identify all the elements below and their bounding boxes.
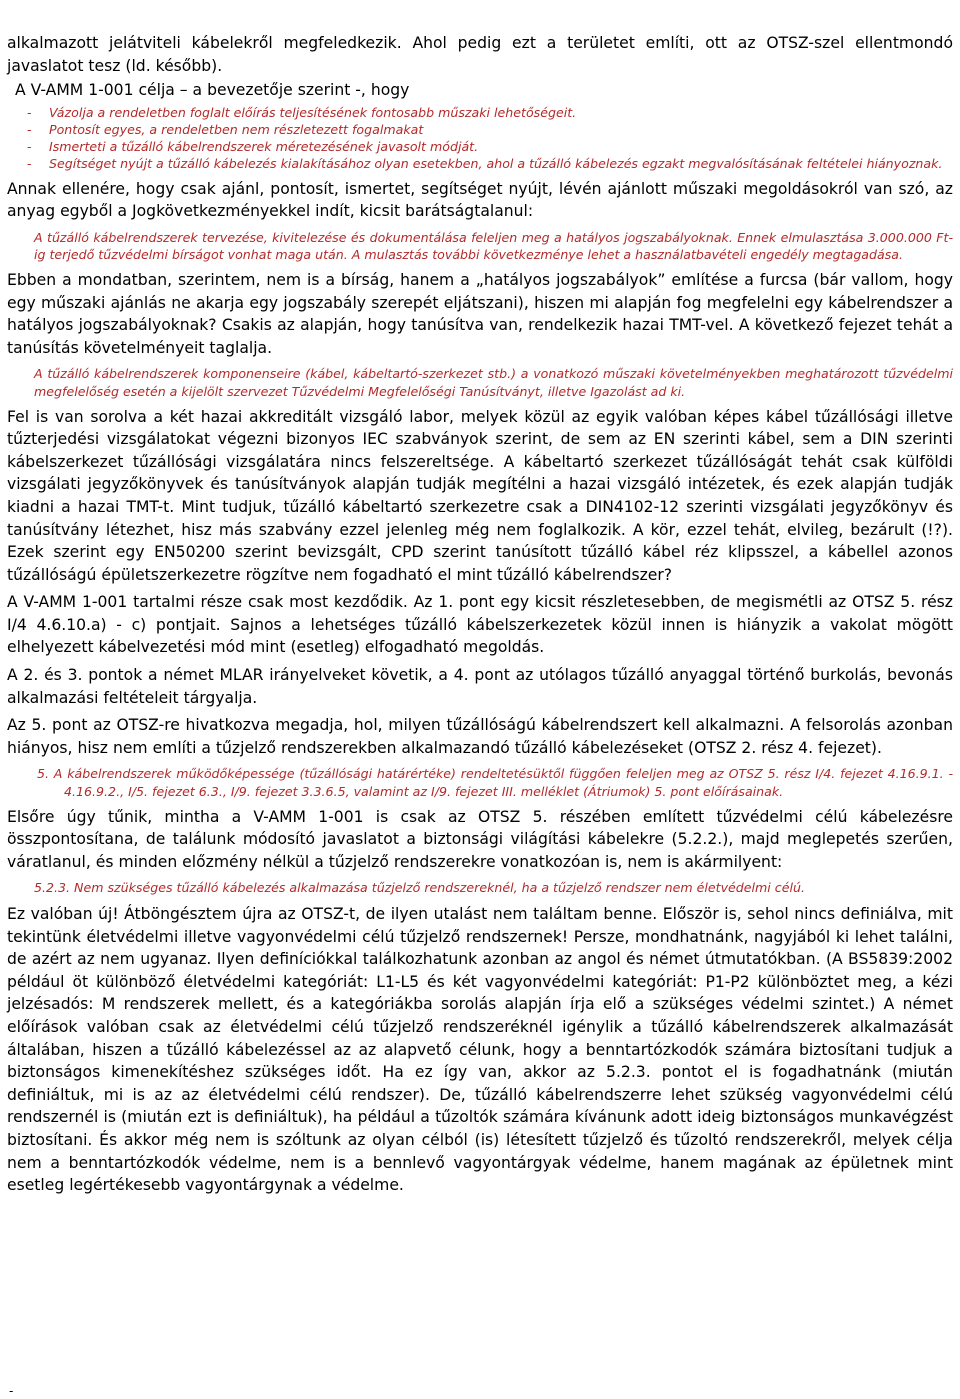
list-item: - Ismerteti a tűzálló kábelrendszerek méretezésének javasolt módját. [27, 139, 479, 155]
paragraph: Ez valóban új! Átböngésztem újra az OTSZ-t, de ilyen utalást nem találtam benne. Először is, sehol nincs definiálva, mit tekintünk életvédelmi illetve vagyonvédelmi célú tűzjelző rendszernek! Persze, mondhatnánk, nagyjából ki lehet találni, de azért az nem ugyanaz. Ilyen definíciókkal találkozhatunk azonban az angol és német útmutatókban. (A BS5839:2002 például öt különböző életvédelmi kategóriát: L1-L5 és két vagyonvédelmi kategóriát: P1-P2 különböztet meg, a kézi jelzésadós: M rendszerek mellett, és a kategóriákba sorolás alapján írja elő a szükséges védelmi szintet.) A német előírások valóban csak az életvédelmi célú tűzjelző rendszeréknél igénylik a tűzálló kábelrendszerek alkalmazását általában, hiszen a tűzálló kábelezéssel az az alapvető célunk, hogy a benntartózkodók számára biztosítani tudjuk a biztonságos kimenekítéshez szükséges időt. Ha ez így van, akkor az 5.2.3. pontot el is fogadhatnánk (miután definiáltuk, mi is az az életvédelmi célú rendszer). De, tűzálló kábelrendszerre lehet szükség vagyonvédelmi célú rendszernél is (miután ezt is definiáltuk), ha például a tűzoltók számára kívánunk adott ideig biztonságos munkavégzést biztosítani. És akkor még nem is szóltunk az olyan célból (is) létesített tűzjelző és tűzoltó rendszerekről, melyek célja nem a benntartózkodók védelme, nem is a bennlevő vagyontárgyak védelme, hanem magának az épületnek mint esetleg legértékesebb vagyontárgynak a védelme. [7, 905, 953, 1195]
paragraph: A 2. és 3. pontok a német MLAR irányelveket követik, a 4. pont az utólagos tűzálló anyaggal történő burkolás, bevonás alkalmazási feltételeit tárgyalja. [7, 666, 953, 707]
quote-block: A tűzálló kábelrendszerek komponenseire (kábel, kábeltartó-szerkezet stb.) a vonatkozó műszaki követelményekben meghatározott tűzvédelmi megfelelőség esetén a kijelölt szervezet Tűzvédelmi Megfelelőségi Tanúsítványt, illetve Igazolást ad ki. [34, 366, 953, 399]
list-item: - Vázolja a rendeletben foglalt előírás teljesítésének fontosabb műszaki lehetőségeit. [27, 104, 577, 120]
paragraph: Elsőre úgy tűnik, mintha a V-AMM 1-001 is csak az OTSZ 5. részében említett tűzvédelmi célú kábelezésre összpontosítana, de találunk módosító javaslatot a biztonsági világítási kábelekre (5.2.2.), majd meglepetés szerűen, váratlanul, és minden előzmény nélkül a tűzjelző rendszerekre vonatkozóan is, nem is akármilyent: [7, 807, 953, 871]
page-footer-mark: - [9, 1384, 14, 1398]
paragraph: Fel is van sorolva a két hazai akkreditált vizsgáló labor, melyek közül az egyik valóban képes kábel tűzállósági illetve tűzterjedési vizsgálatokat végezni bizonyos IEC szabványok szerint, de sem az EN szerinti kábel, sem a DIN szerinti kábelszerkezet tűzállósági vizsgálatára nincs felszereltsége. A kábeltartó szerkezet tűzállóságát tehát csak külföldi vizsgálati jegyzőkönyvek és tanúsítványok alapján tudják megítélni a hazai vizsgáló intézetek, és ezek alapján tudják kiadni a hazai TMT-t. Mint tudjuk, tűzálló kábeltartó szerkezetre csak a DIN4102-12 szerinti vizsgálati jegyzőkönyv és tanúsítvány létezhet, hisz más szabvány ezzel jelenleg még nem foglalkozik. A kör, ezzel tehát, elvileg, bezárult (!?). Ezek szerint egy EN50200 szerint bevizsgált, CPD szerint tanúsított tűzálló kábel réz klipsszel, a kábellel azonos tűzállóságú épületszerkezetre rögzítve nem fogadható el mint tűzálló kábelrendszer? [7, 407, 953, 584]
paragraph-intro: A V-AMM 1-001 célja – a bevezetője szerint -, hogy [15, 81, 410, 100]
paragraph: alkalmazott jelátviteli kábelekről megfeledkezik. Ahol pedig ezt a területet említi, ott az OTSZ-szel ellentmondó javaslatot tesz (ld. később). [7, 34, 953, 75]
quote-block: 5. A kábelrendszerek működőképessége (tűzállósági határértéke) rendeltetésüktől függően feleljen meg az OTSZ 5. rész I/4. fejezet 4.16.9.1. - 4.16.9.2., I/5. fejezet 6.3., I/9. fejezet 3.3.6.5, valamint az I/9. fejezet III. melléklet (Átriumok) 5. pont előírásainak. [37, 766, 953, 800]
paragraph: Az 5. pont az OTSZ-re hivatkozva megadja, hol, milyen tűzállóságú kábelrendszert kell alkalmazni. A felsorolás azonban hiányos, hisz nem említi a tűzjelző rendszerekben alkalmazandó tűzálló kábelezéseket (OTSZ 2. rész 4. fejezet). [7, 716, 953, 757]
goal-list [7, 104, 953, 173]
quote-block: 5.2.3. Nem szükséges tűzálló kábelezés alkalmazása tűzjelző rendszereknél, ha a tűzjelző rendszer nem életvédelmi célú. [34, 880, 805, 896]
paragraph: Ebben a mondatban, szerintem, nem is a bírság, hanem a „hatályos jogszabályok” említése a furcsa (bár vallom, hogy egy műszaki ajánlás ne akarja egy jogszabály szerepét eljátszani), hiszen mi alapján fog megfelelni egy kábelrendszer a hatályos jogszabályoknak? Csakis az alapján, hogy tanúsítva van, rendelkezik hazai TMT-vel. A következő fejezet tehát a tanúsítás követelményeit taglalja. [7, 270, 953, 357]
paragraph: A V-AMM 1-001 tartalmi része csak most kezdődik. Az 1. pont egy kicsit részletesebben, de megismétli az OTSZ 5. rész I/4 4.6.10.a) - c) pontjait. Sajnos a lehetséges tűzálló kábelszerkezetek közül innen is hiányzik a vakolat mögött elhelyezett kábelvezetési mód mint (esetleg) elfogadható megoldás. [7, 593, 953, 657]
quote-block: A tűzálló kábelrendszerek tervezése, kivitelezése és dokumentálása feleljen meg a hatályos jogszabályoknak. Ennek elmulasztása 3.000.000 Ft-ig terjedő tűzvédelmi bírságot vonhat maga után. A mulasztás további következménye lehet a használatbavételi engedély megtagadása. [34, 229, 953, 263]
list-item: - Segítséget nyújt a tűzálló kábelezés kialakításához olyan esetekben, ahol a tűzálló kábelezés egzakt megvalósításának feltételei hiányoznak. [27, 156, 943, 172]
paragraph: Annak ellenére, hogy csak ajánl, pontosít, ismertet, segítséget nyújt, lévén ajánlott műszaki megoldásokról van szó, az anyag egyből a Jogkövetkezményekkel indít, kicsit barátságtalanul: [7, 179, 953, 221]
list-item: - Pontosít egyes, a rendeletben nem részletezett fogalmakat [27, 121, 424, 137]
